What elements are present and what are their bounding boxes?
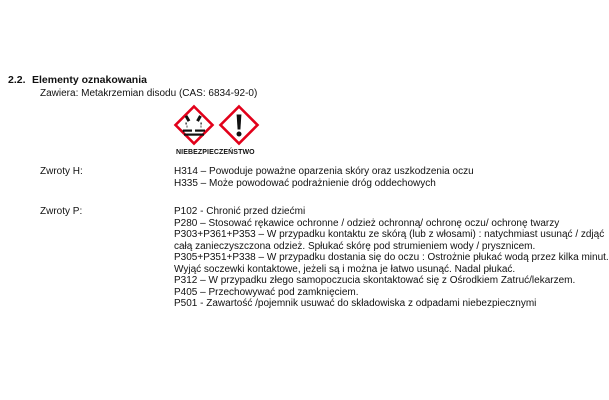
hazard-statement: H335 – Może powodować podrażnienie dróg oddechowych <box>174 177 436 189</box>
section-heading <box>8 74 147 86</box>
precautionary-statement: P303+P361+P353 – W przypadku kontaktu ze skórą (lub z włosami) : natychmiast usunąć / zdjąć <box>174 229 605 240</box>
precautionary-statement: P501 - Zawartość /pojemnik usuwać do składowiska z odpadami niebezpiecznymi <box>174 298 537 309</box>
contains-substance: Zawiera: Metakrzemian disodu (CAS: 6834-92-0) <box>40 88 258 99</box>
precautionary-statement: P405 – Przechowywać pod zamknięciem. <box>174 286 359 298</box>
precautionary-statement: całą zanieczyszczona odzież. Spłukać skórę pod strumieniem wody / prysznicem. <box>174 240 536 252</box>
hazard-statements-label: Zwroty H: <box>40 166 83 177</box>
precautionary-statements <box>174 206 609 310</box>
precautionary-statements-label: Zwroty P: <box>40 206 83 217</box>
section-title: Elementy oznakowania <box>32 74 147 86</box>
hazard-statements <box>174 166 474 189</box>
precautionary-statement: Wyjąć soczewki kontaktowe, jeżeli są i można je łatwo usunąć. Nadal płukać. <box>174 263 516 275</box>
signal-word: NIEBEZPIECZEŃSTWO <box>176 149 255 156</box>
precautionary-statement: P312 – W przypadku złego samopoczucia skontaktować się z Ośrodkiem Zatruć/lekarzem. <box>174 275 576 286</box>
precautionary-statement: P280 – Stosować rękawice ochronne / odzież ochronną/ ochronę oczu/ ochronę twarzy <box>174 217 560 229</box>
hazard-statement: H314 – Powoduje poważne oparzenia skóry oraz uszkodzenia oczu <box>174 166 474 177</box>
section-number: 2.2. <box>8 74 26 86</box>
precautionary-statement: P102 - Chronić przed dziećmi <box>174 206 306 217</box>
ghs-pictograms <box>174 105 264 145</box>
exclamation-icon <box>219 105 259 145</box>
precautionary-statement: P305+P351+P338 – W przypadku dostania się do oczu : Ostrożnie płukać wodą przez kilka minut. <box>174 252 609 263</box>
corrosion-icon <box>174 105 214 145</box>
